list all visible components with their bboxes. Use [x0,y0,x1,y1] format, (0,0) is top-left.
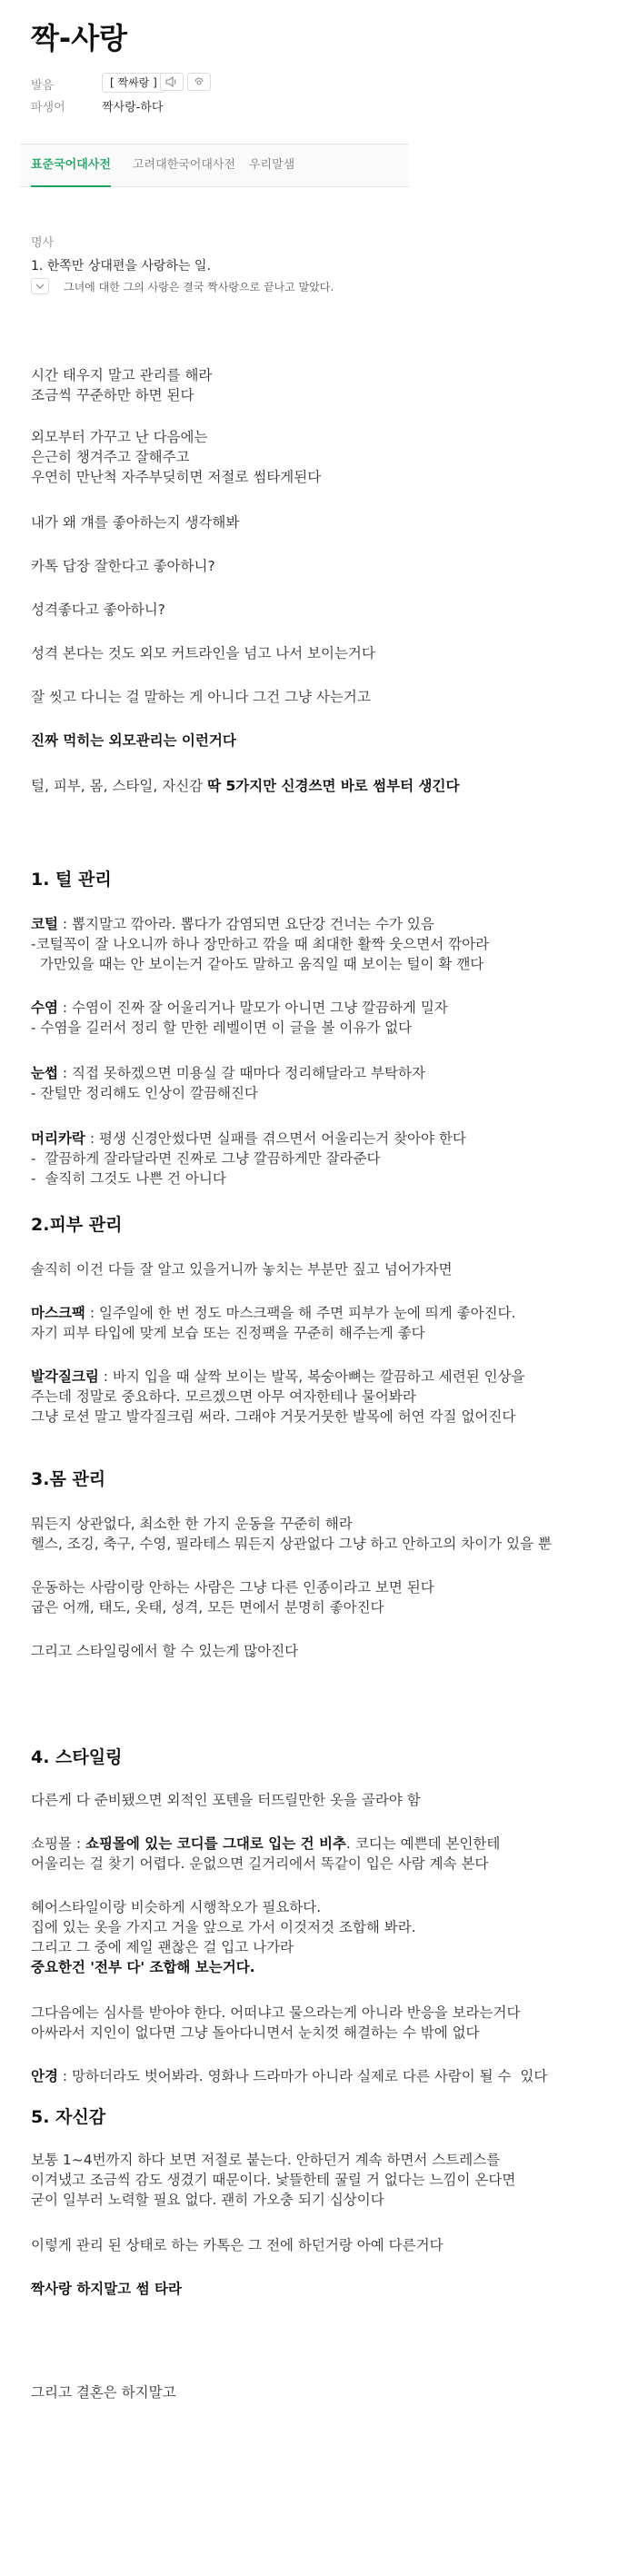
dictionary-tabs [20,144,409,187]
mall-bold: 쇼핑몰에 있는 코디를 그대로 입는 건 비추 [85,1835,346,1852]
term-nose-hair: 코털 [31,916,58,932]
play-audio-button[interactable] [160,73,184,91]
intro-summary-bold: 딱 5가지만 신경쓰면 바로 썸부터 생긴다 [207,778,460,794]
styling-intro: 다른게 다 준비됐으면 외적인 포텐을 터뜨릴만한 옷을 골라야 함 [31,1792,421,1808]
term-beard: 수염 [31,1000,58,1016]
section-heading-confidence: 5. 자신감 [31,2107,106,2127]
hair-nose [31,914,434,934]
skin-foot [31,1367,525,1387]
tab-korea-univ-dictionary[interactable]: 고려대한국어대사전 [133,158,236,172]
mask-pack-text: : 일주일에 한 번 정도 마스크팩을 해 주면 피부가 눈에 띄게 좋아진다. [85,1305,516,1321]
hair-brow [31,1063,425,1083]
pronunciation: [ 짝싸랑 ] [102,73,165,93]
mall-prefix: 쇼핑몰 : [31,1835,85,1852]
styling-line: 아싸라서 지인이 없다면 그냥 돌아다니면서 눈치껏 해결하는 수 밖에 없다 [31,2024,480,2041]
term-head-hair: 머리카락 [31,1130,85,1147]
confidence-line: 보통 1~4번까지 하다 보면 저절로 붙는다. 안하던거 계속 하면서 스트레스를 [31,2152,501,2168]
tab-urimalsaem[interactable]: 우리말샘 [249,158,295,172]
skin-mask [31,1303,515,1323]
styling-emphasis: 중요한건 '전부 다' 조합해 보는거다. [31,1959,255,1975]
hair-beard [31,998,448,1018]
skin-foot-line: 그냥 로션 말고 발각질크림 써라. 그래야 거뭇거뭇한 발목에 허연 각질 없어진다 [31,1408,516,1425]
term-foot-cream: 발각질크림 [31,1368,99,1385]
styling-line: 헤어스타일이랑 비슷하게 시행착오가 필요하다. [31,1899,322,1915]
nose-hair-text: : 뽑지말고 깎아라. 뽑다가 감염되면 요단강 건너는 수가 있음 [57,916,434,932]
beard-text: : 수염이 진짜 잘 어울리거나 말모가 아니면 그냥 깔끔하게 밀자 [57,1000,448,1016]
expand-example-button[interactable] [31,278,49,294]
audio-wave-icon [193,76,205,87]
sense-definition: 1. 한쪽만 상대편을 사랑하는 일. [31,259,211,274]
body-line: 그리고 스타일링에서 할 수 있는게 많아진다 [31,1643,299,1659]
intro-line: 잘 씻고 다니는 걸 말하는 게 아니다 그건 그냥 사는거고 [31,689,371,705]
example-sentence: 그녀에 대한 그의 사랑은 결국 짝사랑으로 끝나고 말았다. [64,281,334,293]
styling-line: 그다음에는 심사를 받아야 한다. 어떠냐고 물으라는게 아니라 반응을 보라는거다 [31,2004,521,2021]
confidence-line: 이겨냈고 조금씩 감도 생겼기 때문이다. 낯뜰한테 꿀릴 거 없다는 느낌이 온다면 [31,2172,516,2188]
term-eyebrow: 눈썹 [31,1065,58,1081]
styling-mall [31,1834,500,1854]
intro-summary-text: 털, 피부, 몸, 스타일, 자신감 [31,778,208,794]
confidence-line: 굳이 일부러 노력할 필요 없다. 괜히 가오충 되기 십상이다 [31,2192,384,2208]
glasses-text: : 망하더라도 벗어봐라. 영화나 드라마가 아니라 실제로 다른 사람이 될 수 있다 [57,2068,548,2084]
speaker-icon [165,76,178,87]
intro-summary [31,776,459,796]
body-line: 헬스, 조깅, 축구, 수영, 필라테스 뭐든지 상관없다 그냥 하고 안하고의 차이가 있을 뿐 [31,1536,552,1552]
eyebrow-text: : 직접 못하겠으면 미용실 갈 때마다 정리해달라고 부탁하자 [57,1065,425,1081]
styling-glasses [31,2066,547,2086]
derivative-word[interactable]: 짝사랑-하다 [102,101,164,114]
hair-nose-line: -코털꼭이 잘 나오니까 하나 장만하고 깎을 때 최대한 활짝 웃으면서 깎아라 [31,936,490,952]
tab-standard-dictionary[interactable]: 표준국어대사전 [31,144,111,186]
closing-line: 그리고 결혼은 하지말고 [31,2384,176,2401]
headword: 짝-사랑 [31,21,128,55]
derivative-label: 파생어 [31,101,65,114]
confidence-emphasis: 짝사랑 하지말고 썸 타라 [31,2281,182,2297]
intro-line: 은근히 챙겨주고 잘해주고 [31,449,190,465]
section-heading-hair: 1. 털 관리 [31,870,112,890]
intro-line: 성격 본다는 것도 외모 커트라인을 넘고 나서 보이는거다 [31,645,375,661]
body-line: 운동하는 사람이랑 안하는 사람은 그냥 다른 인종이라고 보면 된다 [31,1579,434,1596]
head-hair-text: : 평생 신경안썼다면 실패를 겪으면서 어울리는거 찾아야 한다 [85,1130,466,1147]
hair-head-line: - 솔직히 그것도 나쁜 건 아니다 [31,1170,226,1187]
intro-line: 우연히 만난척 자주부딪히면 저절로 썸타게된다 [31,469,322,485]
term-glasses: 안경 [31,2068,58,2084]
foot-cream-text: : 바지 입을 때 살짝 보이는 발목, 복숭아뼈는 깔끔하고 세련된 인상을 [98,1368,525,1385]
intro-line: 외모부터 가꾸고 난 다음에는 [31,429,208,445]
intro-line: 카톡 답장 잘한다고 좋아하니? [31,558,215,574]
pronunciation-audio-button[interactable] [187,73,211,91]
chevron-down-icon [35,283,45,290]
styling-line: 그리고 그 중에 제일 괜찮은 걸 입고 나가라 [31,1939,294,1955]
intro-line: 시간 태우지 말고 관리를 해라 [31,367,213,383]
hair-beard-line: - 수염을 길러서 정리 할 만한 레벨이면 이 글을 볼 이유가 없다 [31,1019,413,1036]
pronunciation-label: 발음 [31,79,55,93]
hair-head [31,1129,466,1149]
intro-line: 조금씩 꾸준하만 하면 된다 [31,387,194,403]
part-of-speech: 명사 [31,236,55,250]
skin-mask-line: 자기 피부 타입에 맞게 보습 또는 진정팩을 꾸준히 해주는게 좋다 [31,1325,425,1341]
styling-line: 집에 있는 옷을 가지고 거울 앞으로 가서 이것저것 조합해 봐라. [31,1919,416,1935]
body-line: 굽은 어깨, 태도, 옷태, 성격, 모든 면에서 분명히 좋아진다 [31,1599,384,1616]
section-heading-body: 3.몸 관리 [31,1469,106,1489]
hair-head-line: - 깔끔하게 잘라달라면 진짜로 그냥 깔끔하게만 잘라준다 [31,1150,381,1167]
hair-brow-line: - 잔털만 정리해도 인상이 깔끔해진다 [31,1085,258,1101]
intro-emphasis: 진짜 먹히는 외모관리는 이런거다 [31,732,236,749]
mall-rest: . 코디는 예쁜데 본인한테 [345,1835,501,1852]
term-mask-pack: 마스크팩 [31,1305,85,1321]
skin-foot-line: 주는데 정말로 중요하다. 모르겠으면 아무 여자한테나 물어봐라 [31,1388,416,1405]
skin-intro: 솔직히 이건 다들 잘 알고 있을거니까 놓치는 부분만 짚고 넘어가자면 [31,1261,453,1278]
intro-line: 내가 왜 걔를 좋아하는지 생각해봐 [31,514,240,531]
confidence-line: 이렇게 관리 된 상태로 하는 카톡은 그 전에 하던거랑 아예 다른거다 [31,2237,444,2253]
intro-line: 성격좋다고 좋아하니? [31,602,165,618]
section-heading-skin: 2.피부 관리 [31,1215,123,1235]
styling-mall-line: 어울리는 걸 찾기 어렵다. 운없으면 길거리에서 똑같이 입은 사람 계속 본다 [31,1855,489,1872]
hair-nose-line: 가만있을 때는 안 보이는거 같아도 말하고 움직일 때 보이는 털이 확 깬다 [31,956,484,972]
section-heading-styling: 4. 스타일링 [31,1747,123,1767]
body-line: 뭐든지 상관없다, 최소한 한 가지 운동을 꾸준히 해라 [31,1516,353,1532]
